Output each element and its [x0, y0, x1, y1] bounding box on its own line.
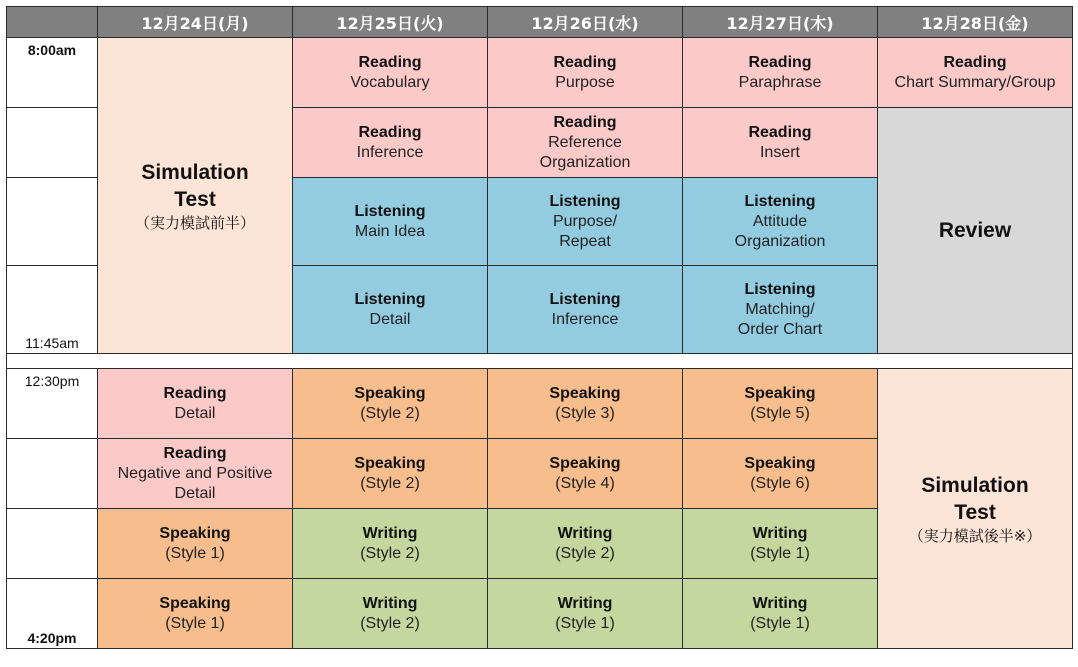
session-title: Speaking [159, 594, 231, 612]
schedule-table [6, 6, 1073, 649]
session-cell [683, 38, 878, 108]
time-cell [7, 266, 98, 354]
session-title: Writing [752, 594, 808, 612]
session-detail: Paraphrase [738, 73, 822, 91]
lunch-break-row [7, 354, 1073, 369]
simulation-subtitle: （実力模試前半） [134, 213, 255, 232]
session-title: Speaking [354, 384, 426, 402]
session-title: Writing [557, 524, 613, 542]
time-label-afternoon-start: 12:30pm [24, 373, 80, 389]
session-cell [488, 369, 683, 439]
session-title: Listening [354, 290, 426, 308]
session-detail: Vocabulary [350, 73, 430, 91]
session-cell [878, 38, 1073, 108]
session-cell [683, 509, 878, 579]
time-cell [7, 38, 98, 108]
day-header-tue: 12月25日(火) [293, 7, 488, 38]
simulation-subtitle: （実力模試後半※） [908, 526, 1042, 545]
time-label-morning-end: 11:45am [25, 335, 79, 351]
session-detail: (Style 1) [750, 614, 810, 632]
simulation-title-line1: Simulation [921, 473, 1029, 497]
day-header-fri: 12月28日(金) [878, 7, 1073, 38]
session-cell [683, 369, 878, 439]
session-detail: Matching/ [745, 300, 815, 318]
session-cell [488, 38, 683, 108]
session-detail: (Style 3) [555, 404, 615, 422]
session-cell [683, 266, 878, 354]
session-title: Speaking [744, 454, 816, 472]
time-label-afternoon-end: 4:20pm [27, 630, 77, 646]
session-cell [488, 509, 683, 579]
session-detail: Inference [551, 310, 619, 328]
session-title: Listening [354, 202, 426, 220]
header-corner [7, 7, 98, 38]
session-title: Listening [744, 192, 816, 210]
session-cell [293, 266, 488, 354]
session-title: Reading [748, 123, 812, 141]
session-detail: (Style 1) [165, 544, 225, 562]
simulation-test-morning [98, 38, 293, 354]
session-title: Speaking [159, 524, 231, 542]
session-title: Writing [362, 594, 418, 612]
session-detail: (Style 5) [750, 404, 810, 422]
session-cell [488, 178, 683, 266]
session-title: Reading [553, 53, 617, 71]
session-title: Reading [358, 123, 422, 141]
time-cell [7, 178, 98, 266]
session-cell [98, 369, 293, 439]
session-detail: Attitude [752, 212, 808, 230]
session-cell [98, 509, 293, 579]
session-detail: (Style 1) [555, 614, 615, 632]
session-detail: Detail [174, 404, 216, 422]
simulation-test-afternoon [878, 369, 1073, 649]
session-detail: Order Chart [737, 320, 823, 338]
time-cell [7, 439, 98, 509]
lunch-break [7, 354, 1073, 369]
afternoon-row-1 [7, 369, 1073, 439]
session-detail: Chart Summary/Group [894, 73, 1056, 91]
session-cell [293, 579, 488, 649]
session-detail: (Style 2) [360, 474, 420, 492]
session-detail: (Style 2) [360, 614, 420, 632]
session-cell [683, 108, 878, 178]
session-detail: Main Idea [354, 222, 426, 240]
session-detail: (Style 1) [750, 544, 810, 562]
time-label-morning-start: 8:00am [27, 42, 77, 58]
session-cell [488, 579, 683, 649]
time-cell [7, 108, 98, 178]
session-detail: (Style 6) [750, 474, 810, 492]
session-detail: (Style 1) [165, 614, 225, 632]
session-detail: Detail [369, 310, 411, 328]
session-cell [683, 439, 878, 509]
session-title: Speaking [744, 384, 816, 402]
session-cell [293, 38, 488, 108]
time-cell [7, 579, 98, 649]
session-title: Listening [549, 192, 621, 210]
session-detail: Inference [356, 143, 424, 161]
session-title: Writing [362, 524, 418, 542]
review-cell [878, 108, 1073, 354]
session-cell [488, 108, 683, 178]
session-detail: Negative and Positive [117, 464, 273, 482]
session-cell [98, 579, 293, 649]
session-cell [293, 108, 488, 178]
day-header-thu: 12月27日(木) [683, 7, 878, 38]
time-cell [7, 369, 98, 439]
session-title: Reading [358, 53, 422, 71]
session-detail: Purpose/ [552, 212, 618, 230]
session-cell [293, 509, 488, 579]
header-row [7, 7, 1073, 38]
session-detail: Organization [734, 232, 826, 250]
session-detail: Insert [759, 143, 800, 161]
session-cell [683, 579, 878, 649]
session-cell [293, 439, 488, 509]
session-title: Writing [752, 524, 808, 542]
session-detail: (Style 4) [555, 474, 615, 492]
session-cell [293, 178, 488, 266]
session-title: Speaking [354, 454, 426, 472]
day-header-wed: 12月26日(水) [488, 7, 683, 38]
session-title: Reading [163, 444, 227, 462]
session-title: Listening [744, 280, 816, 298]
session-cell [293, 369, 488, 439]
day-header-mon: 12月24日(月) [98, 7, 293, 38]
session-title: Speaking [549, 384, 621, 402]
review-title: Review [938, 219, 1012, 242]
session-detail: Reference [548, 133, 622, 151]
session-cell [488, 266, 683, 354]
session-detail: Repeat [559, 232, 611, 250]
session-title: Reading [163, 384, 227, 402]
simulation-title-line1: Simulation [141, 160, 249, 184]
session-detail: (Style 2) [360, 404, 420, 422]
session-detail: Detail [174, 484, 216, 502]
morning-row-1 [7, 38, 1073, 108]
session-detail: (Style 2) [555, 544, 615, 562]
session-detail: (Style 2) [360, 544, 420, 562]
simulation-title-line2: Test [174, 187, 216, 211]
session-title: Reading [553, 113, 617, 131]
session-detail: Purpose [555, 73, 615, 91]
session-title: Writing [557, 594, 613, 612]
simulation-title-line2: Test [954, 500, 996, 524]
session-title: Reading [748, 53, 812, 71]
time-cell [7, 509, 98, 579]
session-title: Speaking [549, 454, 621, 472]
session-detail: Organization [539, 153, 631, 171]
session-title: Listening [549, 290, 621, 308]
session-cell [98, 439, 293, 509]
session-cell [683, 178, 878, 266]
session-title: Reading [943, 53, 1007, 71]
session-cell [488, 439, 683, 509]
